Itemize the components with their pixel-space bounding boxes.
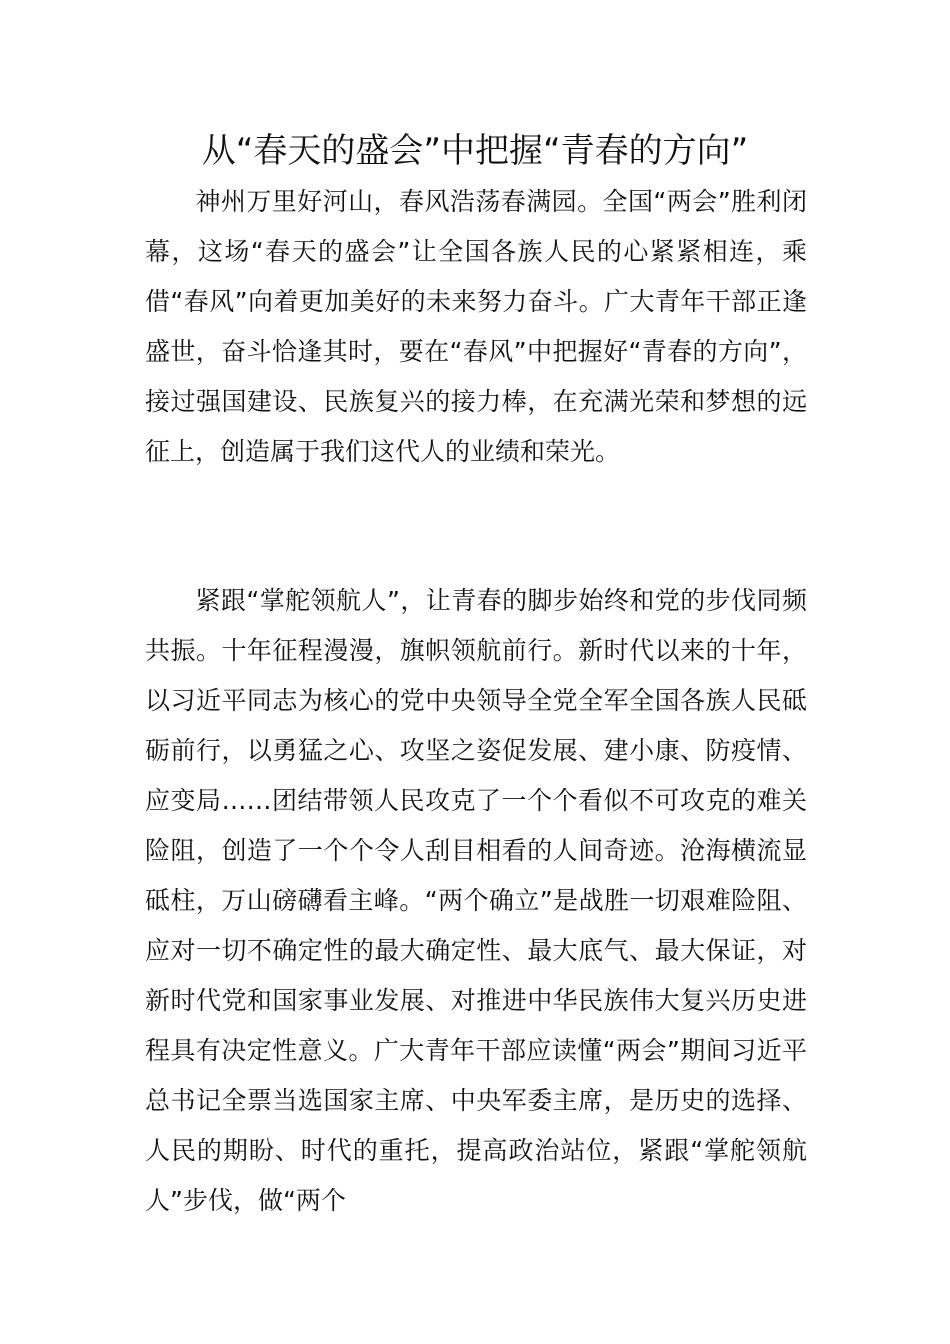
paragraph-2-text: 紧跟“掌舵领航人”，让青春的脚步始终和党的步伐同频共振。十年征程漫漫，旗帜领航前行。新时代以来的十年，以习近平同志为核心的党中央领导全党全军全国各族人民砥砺前行，以勇猛之心、攻坚之姿促发展、建小康、防疫情、应变局……团结带领人民攻克了一个个看似不可攻克的难关险阻，创造了一个个令人刮目相看的人间奇迹。沧海横流显砥柱，万山磅礴看主峰。“两个确立”是战胜一切艰难险阻、应对一切不确定性的最大确定性、最大底气、最大保证，对新时代党和国家事业发展、对推进中华民族伟大复兴历史进程具有决定性意义。广大青年干部应读懂“两会”期间习近平总书记全票当选国家主席、中央军委主席，是历史的选择、人民的期盼、时代的重托，提高政治站位，紧跟“掌舵领航人”步伐，做“两个	[145, 586, 807, 1215]
paragraph-2	[145, 576, 807, 1226]
paragraph-1-text: 神州万里好河山，春风浩荡春满园。全国“两会”胜利闭幕，这场“春天的盛会”让全国各族人民的心紧紧相连，乘借“春风”向着更加美好的未来努力奋斗。广大青年干部正逢盛世，奋斗恰逢其时，要在“春风”中把握好“青春的方向”，接过强国建设、民族复兴的接力棒，在充满光荣和梦想的远征上，创造属于我们这代人的业绩和荣光。	[145, 187, 807, 466]
document-title: 从“春天的盛会”中把握“青春的方向”	[201, 131, 749, 171]
paragraph-1	[145, 177, 807, 477]
